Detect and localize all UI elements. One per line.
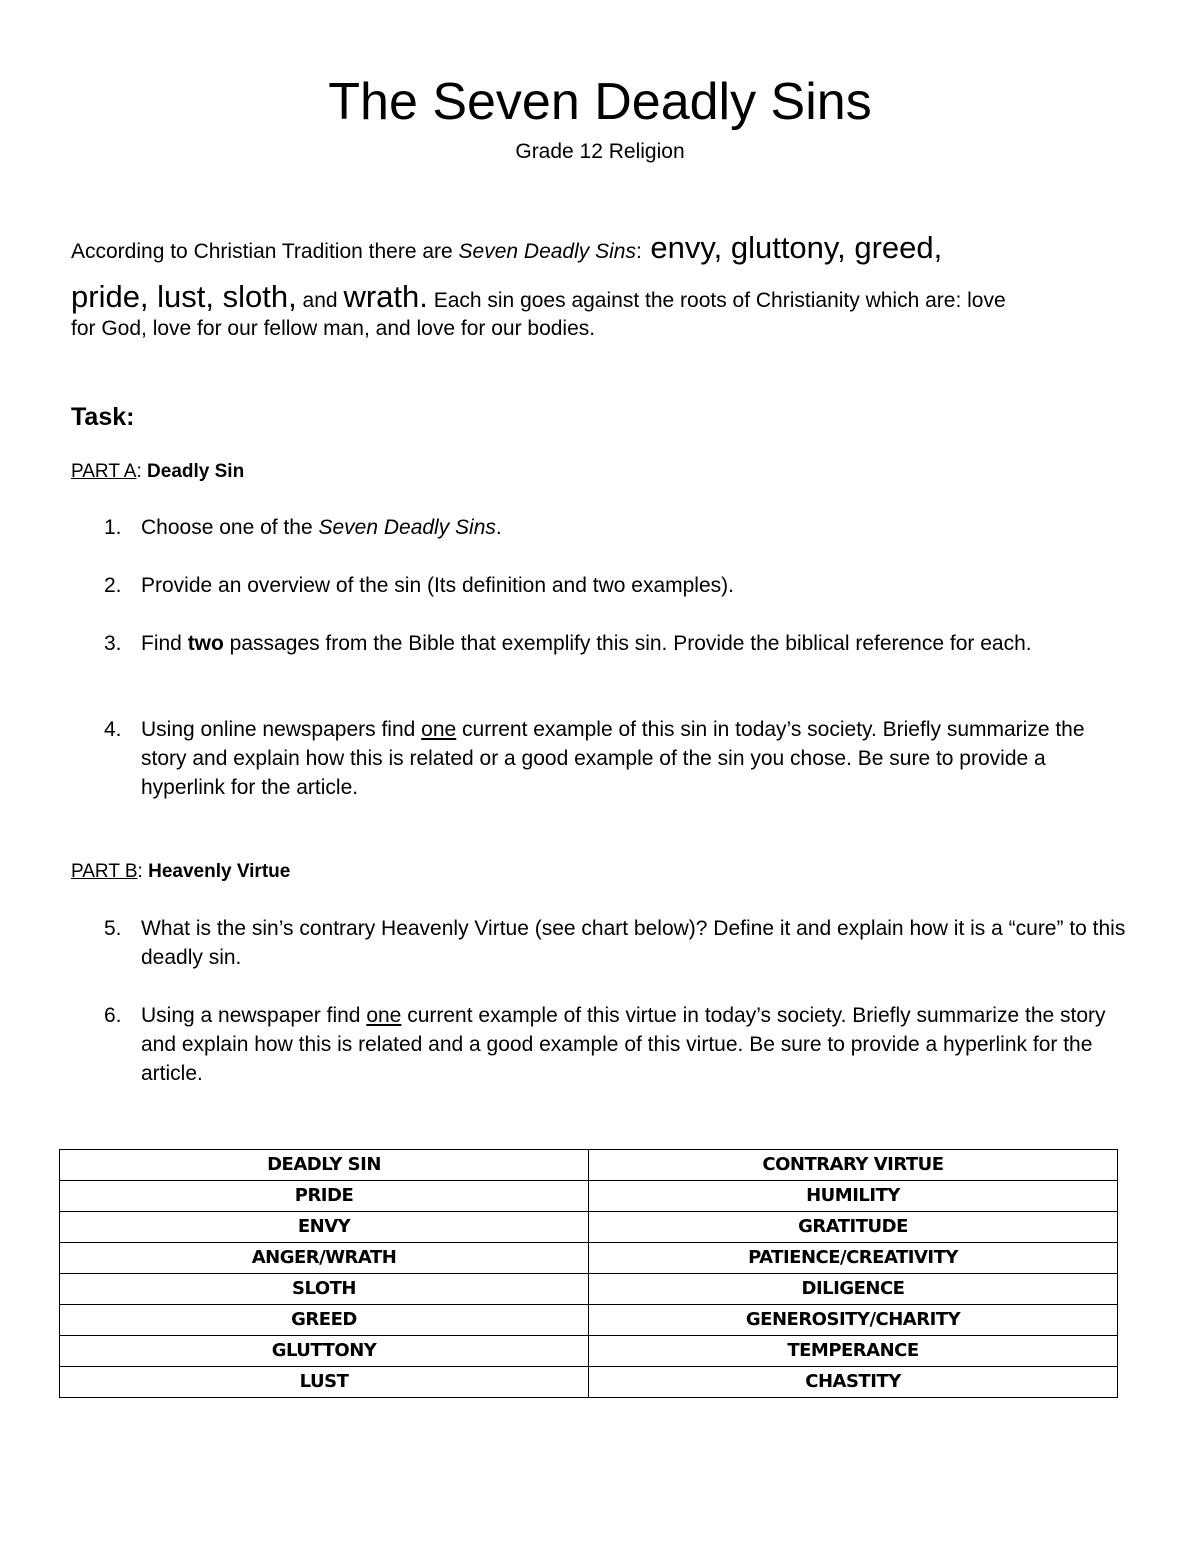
item-3-bold: two [187,632,224,655]
intro-lead: According to Christian Tradition there are [71,240,459,263]
list-item-5 [104,914,1134,972]
table-cell-virtue: TEMPERANCE [589,1336,1118,1367]
table-cell-sin: PRIDE [60,1181,589,1212]
table-row [60,1367,1118,1398]
task-heading: Task: [71,403,135,431]
item-4-pre: Using online newspapers find [141,718,422,741]
intro-rest-line2: Each sin goes against the roots of Christianity which are: love [427,289,1006,312]
item-6-underline: one [366,1004,402,1027]
table-cell-virtue: GENEROSITY/CHARITY [589,1305,1118,1336]
sins-virtues-table [59,1149,1118,1398]
list-item-number: 1. [104,516,122,539]
item-6-post: current example of this virtue in today’s society. Briefly summarize the story and explain how this is related and a good example of this virtue. Be sure to provide a hyperlink for the article. [141,1004,1106,1085]
intro-colon: : [635,240,642,263]
list-item-text [141,715,1134,802]
table-row [60,1274,1118,1305]
item-3-post: passages from the Bible that exemplify this sin. Provide the biblical reference for each. [223,632,1032,655]
list-item-text: What is the sin’s contrary Heavenly Virtue (see chart below)? Define it and explain how it is a “cure” to this deadly sin. [141,917,1126,969]
intro-sins-line2: pride, lust, sloth, [71,279,297,314]
page-title: The Seven Deadly Sins [328,73,872,131]
list-item-2 [104,571,1134,600]
intro-wrath: wrath. [343,279,428,314]
part-b-sep: : [137,861,149,882]
table-cell-sin: ANGER/WRATH [60,1243,589,1274]
intro-rest-line3: for God, love for our fellow man, and love for our bodies. [71,317,596,340]
item-1-pre: Choose one of the [141,516,319,539]
item-3-pre: Find [141,632,188,655]
intro-paragraph [71,225,1141,323]
table-header-cell: CONTRARY VIRTUE [589,1150,1118,1181]
item-4-post: current example of this sin in today’s society. Briefly summarize the story and explain how this is related or a good example of the sin you chose. Be sure to provide a hyperlink for the article. [141,718,1085,799]
table-cell-sin: ENVY [60,1212,589,1243]
item-1-post: . [495,516,502,539]
part-b-heading [71,859,290,885]
table-header-row [60,1150,1118,1181]
list-item-number: 3. [104,632,122,655]
part-a-label: PART A [71,461,137,482]
item-4-underline: one [421,718,457,741]
part-a-sep: : [136,461,148,482]
table-cell-sin: GLUTTONY [60,1336,589,1367]
list-item-6 [104,1001,1134,1088]
list-item-text [141,629,1134,658]
table-cell-sin: LUST [60,1367,589,1398]
list-item-number: 5. [104,917,122,940]
list-item-text: Provide an overview of the sin (Its definition and two examples). [141,574,734,597]
intro-and-word: and [296,289,344,312]
part-b-label: PART B [71,861,138,882]
list-item-3 [104,629,1134,658]
list-item-number: 6. [104,1004,122,1027]
table-cell-virtue: CHASTITY [589,1367,1118,1398]
item-1-italic: Seven Deadly Sins [318,516,496,539]
list-item-number: 4. [104,718,122,741]
table-cell-sin: SLOTH [60,1274,589,1305]
table-cell-virtue: GRATITUDE [589,1212,1118,1243]
table-row [60,1336,1118,1367]
intro-sins-line1: envy, gluttony, greed, [641,230,943,265]
list-item-text [141,513,1134,542]
list-item-number: 2. [104,574,122,597]
table-row [60,1181,1118,1212]
part-b-title: Heavenly Virtue [148,861,291,882]
table-cell-virtue: HUMILITY [589,1181,1118,1212]
table-row [60,1212,1118,1243]
table-cell-sin: GREED [60,1305,589,1336]
item-6-pre: Using a newspaper find [141,1004,367,1027]
list-item-4 [104,715,1134,802]
table-row [60,1243,1118,1274]
page-subtitle: Grade 12 Religion [515,140,685,163]
list-item-1 [104,513,1134,542]
table-row [60,1305,1118,1336]
table-cell-virtue: PATIENCE/CREATIVITY [589,1243,1118,1274]
intro-lead-italic: Seven Deadly Sins [458,240,636,263]
part-a-heading [71,459,244,485]
table-header-cell: DEADLY SIN [60,1150,589,1181]
part-a-title: Deadly Sin [147,461,245,482]
table-cell-virtue: DILIGENCE [589,1274,1118,1305]
list-item-text [141,1001,1134,1088]
